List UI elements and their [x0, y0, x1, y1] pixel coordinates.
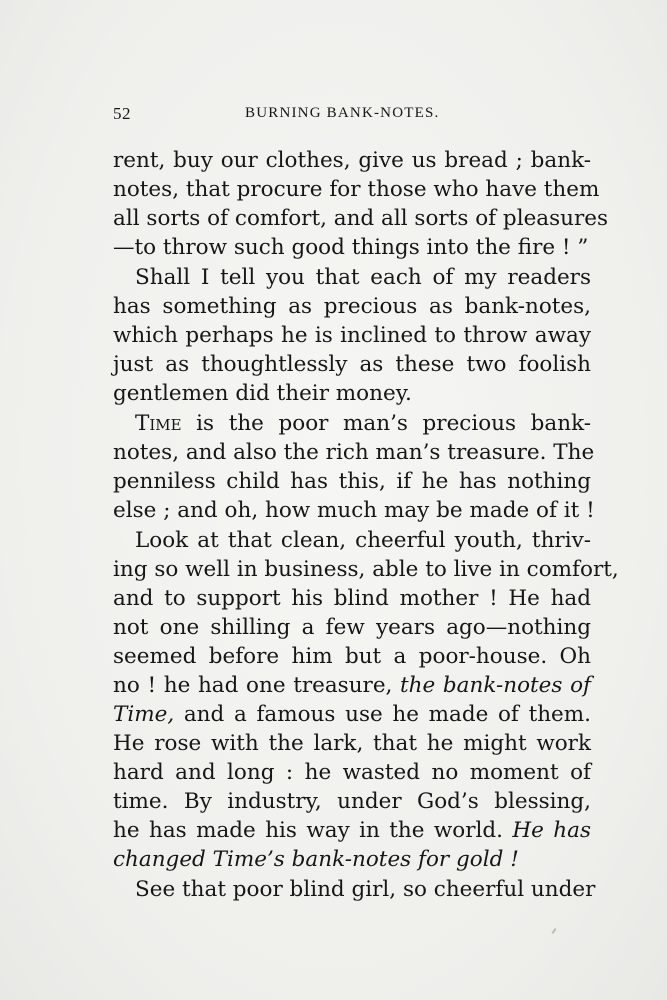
text-line: all sorts of comfort, and all sorts of pleasures: [113, 206, 609, 231]
body-text: [113, 146, 619, 904]
text-line: seemed before him but a poor-house. Oh: [113, 644, 591, 669]
text-line: notes, and also the rich man’s treasure. The: [113, 440, 595, 465]
text-line: which perhaps he is inclined to throw away: [113, 323, 591, 348]
running-head: BURNING BANK-NOTES.: [245, 105, 440, 121]
page-number: 52: [113, 104, 131, 123]
text-line: [113, 700, 591, 729]
text-span: he has made his way in the world.: [113, 818, 513, 843]
italic-span: He has: [512, 818, 591, 843]
text-line: notes, that procure for those who have them: [113, 177, 600, 202]
paper-speck: [551, 928, 556, 934]
text-line: penniless child has this, if he has nothing: [113, 469, 591, 494]
paragraph: [113, 263, 591, 408]
italic-span: the bank-notes of: [400, 673, 591, 698]
text-span: no ! he had one treasure,: [113, 673, 401, 698]
text-line: has something as precious as bank-notes,: [113, 294, 591, 319]
text-line: See that poor blind girl, so cheerful under: [135, 877, 596, 902]
text-line: [113, 409, 591, 438]
small-caps-word: Time: [135, 411, 182, 436]
text-line: Look at that clean, cheerful youth, thriv-: [135, 528, 591, 553]
italic-span: Time,: [113, 702, 175, 727]
paragraph: [113, 875, 596, 904]
page-header: [113, 104, 593, 126]
text-line: ing so well in business, able to live in comfort,: [113, 557, 619, 582]
text-line: He rose with the lark, that he might work: [113, 731, 591, 756]
text-span: is the poor man’s precious bank-: [181, 411, 591, 436]
text-span: and a famous use he made of them.: [174, 702, 591, 727]
text-line: Shall I tell you that each of my readers: [135, 265, 591, 290]
italic-span: changed Time’s bank-notes for gold !: [113, 847, 519, 872]
text-line: just as thoughtlessly as these two foolish: [113, 352, 591, 377]
text-line: [113, 845, 591, 874]
text-line: hard and long : he wasted no moment of: [113, 760, 591, 785]
paragraph: [113, 526, 619, 874]
paragraph: [113, 146, 609, 262]
text-line: [113, 671, 591, 700]
text-line: and to support his blind mother ! He had: [113, 586, 591, 611]
text-line: rent, buy our clothes, give us bread ; bank-: [113, 148, 591, 173]
text-line: —to throw such good things into the fire ! ”: [113, 235, 589, 260]
text-line: not one shilling a few years ago—nothing: [113, 615, 591, 640]
text-line: else ; and oh, how much may be made of it !: [113, 498, 595, 523]
text-line: gentlemen did their money.: [113, 381, 412, 406]
text-line: time. By industry, under God’s blessing,: [113, 789, 591, 814]
text-line: [113, 816, 591, 845]
paragraph: [113, 409, 595, 525]
